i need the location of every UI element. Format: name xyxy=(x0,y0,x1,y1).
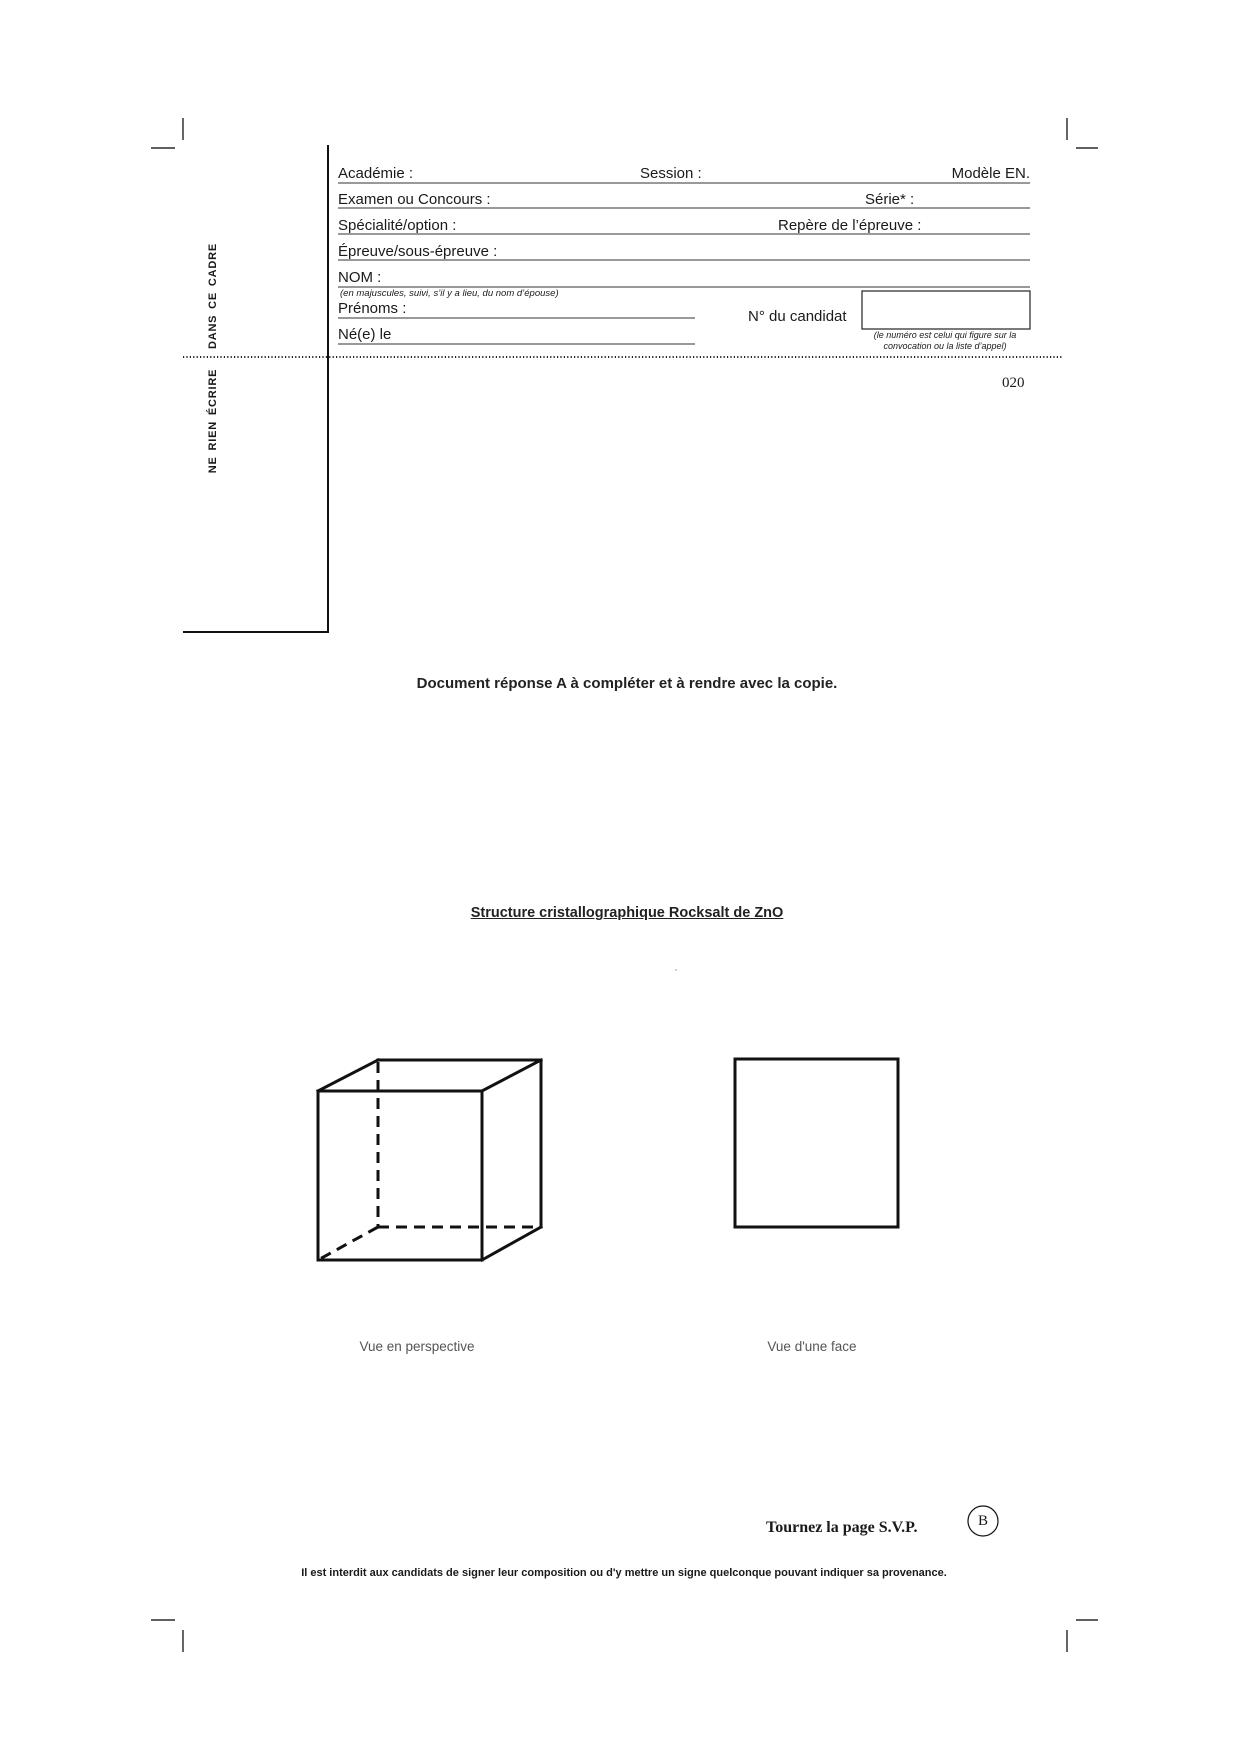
examen-label: Examen ou Concours : xyxy=(338,191,491,208)
face-caption: Vue d'une face xyxy=(767,1339,857,1354)
page-letter: B xyxy=(977,1513,988,1529)
academie-label: Académie : xyxy=(338,165,414,182)
anonymity-notice: Il est interdit aux candidats de signer leur composition ou d'y mettre un signe quelconque pouvant indiquer sa provenance. xyxy=(301,1567,947,1579)
modele-label: Modèle EN. xyxy=(951,165,1030,182)
candidate-hint-line1: (le numéro est celui qui figure sur la xyxy=(873,330,1017,340)
candidate-number-box xyxy=(862,291,1030,329)
cube-top-left-depth-edge xyxy=(318,1060,378,1091)
nom-hint: (en majuscules, suivi, s’il y a lieu, du nom d’épouse) xyxy=(340,288,559,299)
cube-hidden-bottom-left-depth-edge xyxy=(318,1227,378,1260)
specialite-label: Spécialité/option : xyxy=(338,217,457,234)
cube-perspective-drawing xyxy=(318,1060,541,1260)
repere-label: Repère de l’épreuve : xyxy=(778,217,922,234)
nom-label: NOM : xyxy=(338,269,382,286)
candidate-number-label: N° du candidat xyxy=(748,308,847,325)
session-label: Session : xyxy=(640,165,702,182)
document-title: Document réponse A à compléter et à rendre avec la copie. xyxy=(416,675,838,692)
nee-label: Né(e) le xyxy=(338,326,392,343)
page-code: 020 xyxy=(1002,375,1025,391)
side-warning-upper: DANS CE CADRE xyxy=(207,242,219,350)
turn-page-text: Tournez la page S.V.P. xyxy=(766,1519,918,1536)
face-view-square xyxy=(735,1059,898,1227)
cube-bottom-right-depth-edge xyxy=(482,1227,541,1260)
cube-top-right-depth-edge xyxy=(482,1060,541,1091)
serie-label: Série* : xyxy=(865,191,915,208)
candidate-hint-line2: convocation ou la liste d’appel) xyxy=(883,341,1007,351)
perspective-caption: Vue en perspective xyxy=(359,1339,475,1354)
cube-front-face xyxy=(318,1091,482,1260)
figure-title: Structure cristallographique Rocksalt de ZnO xyxy=(470,905,784,921)
prenoms-label: Prénoms : xyxy=(338,300,407,317)
side-warning-lower: NE RIEN ÉCRIRE xyxy=(207,368,219,474)
speck-mark xyxy=(675,969,677,971)
epreuve-label: Épreuve/sous-épreuve : xyxy=(338,243,498,260)
